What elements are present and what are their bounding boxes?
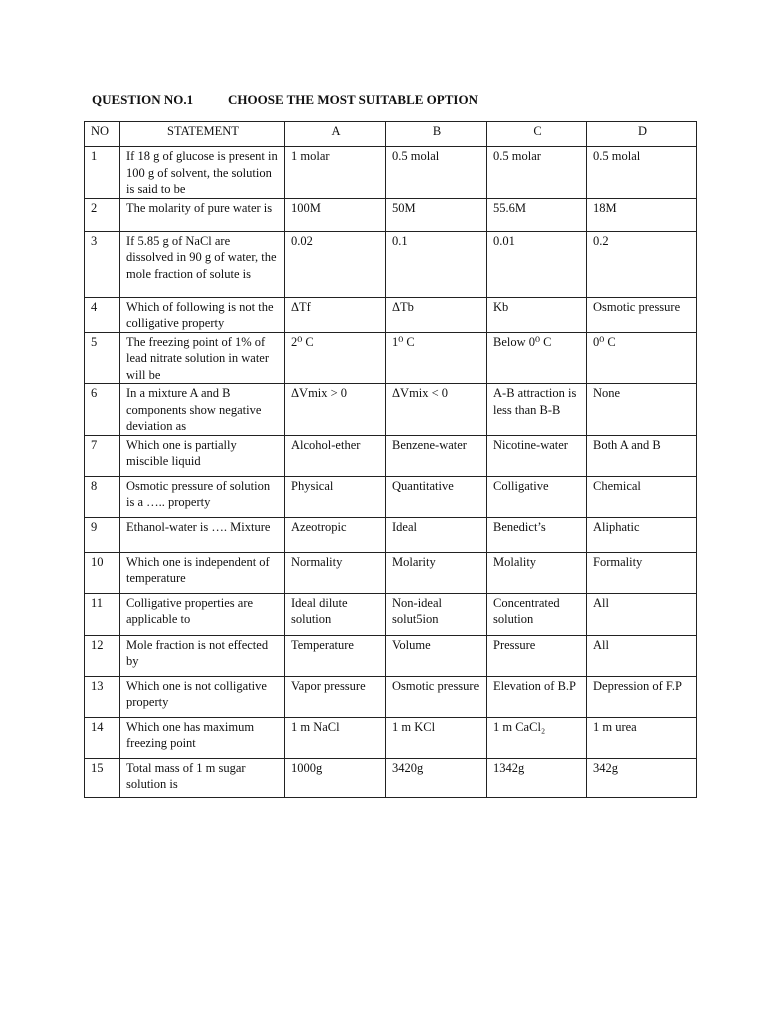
row-option-c: Elevation of B.P: [487, 676, 587, 717]
row-option-a: 1000g: [285, 758, 386, 797]
table-row: [85, 635, 697, 676]
row-option-b: Non-ideal solut5ion: [386, 593, 487, 635]
table-row: [85, 147, 697, 199]
row-statement: The freezing point of 1% of lead nitrate solution in water will be: [120, 332, 285, 384]
table-row: [85, 198, 697, 231]
row-option-b: 1⁰ C: [386, 332, 487, 384]
row-number: 5: [85, 332, 120, 384]
row-statement: Osmotic pressure of solution is a ….. property: [120, 476, 285, 517]
row-option-d: All: [587, 635, 697, 676]
row-option-d: None: [587, 384, 697, 436]
header-option-b: B: [386, 122, 487, 147]
row-number: 12: [85, 635, 120, 676]
row-statement: Which one is not colligative property: [120, 676, 285, 717]
table-header-row: [85, 122, 697, 147]
row-number: 4: [85, 297, 120, 332]
row-statement: Which of following is not the colligative property: [120, 297, 285, 332]
table-row: [85, 593, 697, 635]
row-number: 14: [85, 717, 120, 758]
row-option-d: Formality: [587, 552, 697, 593]
mcq-table: [84, 121, 697, 798]
table-row: [85, 676, 697, 717]
row-option-a: ΔVmix > 0: [285, 384, 386, 436]
row-option-b: ΔVmix < 0: [386, 384, 487, 436]
row-option-b: Molarity: [386, 552, 487, 593]
row-option-d: 0⁰ C: [587, 332, 697, 384]
row-option-d: Both A and B: [587, 435, 697, 476]
row-number: 1: [85, 147, 120, 199]
row-number: 7: [85, 435, 120, 476]
row-statement: In a mixture A and B components show negative deviation as: [120, 384, 285, 436]
row-option-c: Nicotine-water: [487, 435, 587, 476]
row-option-b: Osmotic pressure: [386, 676, 487, 717]
row-option-a: Normality: [285, 552, 386, 593]
question-heading: [92, 92, 478, 108]
row-option-c: Concentrated solution: [487, 593, 587, 635]
row-option-b: 1 m KCl: [386, 717, 487, 758]
row-option-d: Depression of F.P: [587, 676, 697, 717]
row-statement: If 18 g of glucose is present in 100 g of solvent, the solution is said to be: [120, 147, 285, 199]
table-row: [85, 297, 697, 332]
row-option-b: ΔTb: [386, 297, 487, 332]
question-instruction: CHOOSE THE MOST SUITABLE OPTION: [228, 92, 478, 107]
row-number: 3: [85, 231, 120, 297]
row-option-d: Chemical: [587, 476, 697, 517]
row-option-d: 0.2: [587, 231, 697, 297]
row-number: 6: [85, 384, 120, 436]
row-option-b: 0.5 molal: [386, 147, 487, 199]
header-option-c: C: [487, 122, 587, 147]
row-number: 15: [85, 758, 120, 797]
row-option-c: A-B attraction is less than B-B: [487, 384, 587, 436]
row-number: 8: [85, 476, 120, 517]
row-option-b: Volume: [386, 635, 487, 676]
header-option-a: A: [285, 122, 386, 147]
row-statement: If 5.85 g of NaCl are dissolved in 90 g of water, the mole fraction of solute is: [120, 231, 285, 297]
row-statement: Which one has maximum freezing point: [120, 717, 285, 758]
row-option-a: 2⁰ C: [285, 332, 386, 384]
row-statement: Which one is partially miscible liquid: [120, 435, 285, 476]
header-no: NO: [85, 122, 120, 147]
row-option-b: 3420g: [386, 758, 487, 797]
row-option-d: 342g: [587, 758, 697, 797]
row-number: 2: [85, 198, 120, 231]
row-number: 9: [85, 517, 120, 552]
row-option-a: Temperature: [285, 635, 386, 676]
table-row: [85, 717, 697, 758]
row-option-a: 100M: [285, 198, 386, 231]
row-option-a: Physical: [285, 476, 386, 517]
row-option-b: Benzene-water: [386, 435, 487, 476]
row-option-b: Ideal: [386, 517, 487, 552]
row-option-d: All: [587, 593, 697, 635]
row-option-a: 1 molar: [285, 147, 386, 199]
row-option-c: Molality: [487, 552, 587, 593]
row-option-d: 1 m urea: [587, 717, 697, 758]
row-number: 13: [85, 676, 120, 717]
row-option-d: Osmotic pressure: [587, 297, 697, 332]
row-option-a: 1 m NaCl: [285, 717, 386, 758]
row-option-d: Aliphatic: [587, 517, 697, 552]
table-row: [85, 384, 697, 436]
table-row: [85, 435, 697, 476]
row-statement: The molarity of pure water is: [120, 198, 285, 231]
row-number: 10: [85, 552, 120, 593]
row-option-c: Benedict’s: [487, 517, 587, 552]
row-statement: Mole fraction is not effected by: [120, 635, 285, 676]
row-option-c: Pressure: [487, 635, 587, 676]
row-option-a: Azeotropic: [285, 517, 386, 552]
table-row: [85, 476, 697, 517]
row-option-d: 0.5 molal: [587, 147, 697, 199]
row-option-a: 0.02: [285, 231, 386, 297]
row-statement: Colligative properties are applicable to: [120, 593, 285, 635]
row-statement: Total mass of 1 m sugar solution is: [120, 758, 285, 797]
row-option-c: 0.5 molar: [487, 147, 587, 199]
row-option-a: Vapor pressure: [285, 676, 386, 717]
row-number: 11: [85, 593, 120, 635]
row-option-a: ΔTf: [285, 297, 386, 332]
row-option-c: Below 0⁰ C: [487, 332, 587, 384]
row-option-a: Alcohol-ether: [285, 435, 386, 476]
table-row: [85, 231, 697, 297]
table-row: [85, 552, 697, 593]
row-option-c: Kb: [487, 297, 587, 332]
table-row: [85, 332, 697, 384]
row-statement: Ethanol-water is …. Mixture: [120, 517, 285, 552]
row-option-b: 0.1: [386, 231, 487, 297]
table-row: [85, 517, 697, 552]
row-option-b: Quantitative: [386, 476, 487, 517]
row-option-c: 0.01: [487, 231, 587, 297]
row-option-d: 18M: [587, 198, 697, 231]
row-option-c: 1 m CaCl₂: [487, 717, 587, 758]
row-option-c: Colligative: [487, 476, 587, 517]
row-statement: Which one is independent of temperature: [120, 552, 285, 593]
row-option-c: 1342g: [487, 758, 587, 797]
question-number: QUESTION NO.1: [92, 92, 194, 107]
row-option-b: 50M: [386, 198, 487, 231]
header-option-d: D: [587, 122, 697, 147]
table-row: [85, 758, 697, 797]
row-option-a: Ideal dilute solution: [285, 593, 386, 635]
header-statement: STATEMENT: [120, 122, 285, 147]
row-option-c: 55.6M: [487, 198, 587, 231]
